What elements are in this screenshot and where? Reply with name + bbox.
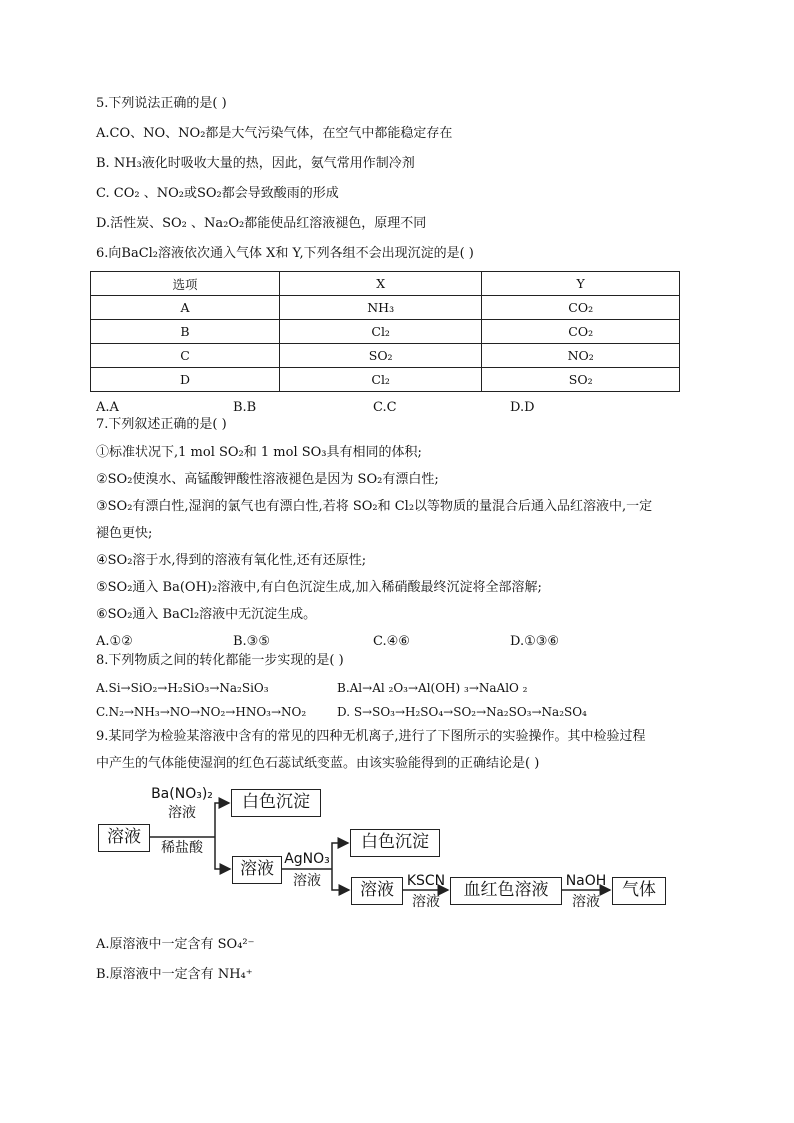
table-header: 选项 [91, 272, 280, 296]
table-cell: D [91, 368, 280, 392]
flow-arrow-white1 [215, 803, 229, 837]
label-agno3: AgNO₃ [284, 851, 330, 867]
flow-arrow-white2 [332, 843, 348, 869]
q9-flowchart [96, 783, 676, 913]
label-bano3-solution: 溶液 [168, 805, 196, 821]
q6-choice-d: D.D [510, 400, 535, 415]
q7-statement-1: ①标准状况下,1 mol SO₂和 1 mol SO₃具有相同的体积; [96, 445, 422, 460]
table-row [91, 320, 680, 344]
q9-option-a: A.原溶液中一定含有 SO₄²⁻ [96, 937, 255, 952]
q9-stem-line1: 9.某同学为检验某溶液中含有的常见的四种无机离子,进行了下图所示的实验操作。其中检验过程 [96, 729, 646, 744]
q7-stem: 7.下列叙述正确的是( ) [96, 417, 227, 432]
label-naoh: NaOH [565, 873, 607, 889]
q5-option-a: A.CO、NO、NO₂都是大气污染气体，在空气中都能稳定存在 [96, 126, 453, 141]
q8-option-d: D. S→SO₃→H₂SO₄→SO₂→Na₂SO₃→Na₂SO₄ [337, 705, 587, 719]
q9-option-b: B.原溶液中一定含有 NH₄⁺ [96, 967, 253, 982]
q5-option-c: C. CO₂ 、NO₂或SO₂都会导致酸雨的形成 [96, 186, 339, 201]
table-cell: CO₂ [482, 320, 680, 344]
table-cell: C [91, 344, 280, 368]
flow-arrow-solution3 [332, 869, 349, 890]
q8-option-a: A.Si→SiO₂→H₂SiO₃→Na₂SiO₃ [96, 681, 269, 695]
q7-choice-c: C.④⑥ [373, 634, 410, 649]
q7-statement-5: ⑤SO₂通入 Ba(OH)₂溶液中,有白色沉淀生成,加入稀硝酸最终沉淀将全部溶解; [96, 580, 542, 595]
q5-stem: 5.下列说法正确的是( ) [96, 96, 227, 111]
q6-choice-a: A.A [96, 400, 119, 415]
box-white-precipitate-1: 白色沉淀 [231, 789, 321, 817]
label-agno3-solution: 溶液 [293, 873, 321, 889]
table-cell: CO₂ [482, 296, 680, 320]
q5-option-d: D.活性炭、SO₂ 、Na₂O₂都能使品红溶液褪色，原理不同 [96, 216, 427, 231]
label-kscn: KSCN [406, 873, 446, 889]
label-dilute-hcl: 稀盐酸 [161, 840, 203, 856]
q8-option-c: C.N₂→NH₃→NO→NO₂→HNO₃→NO₂ [96, 705, 307, 719]
label-kscn-solution: 溶液 [412, 894, 440, 910]
label-naoh-solution: 溶液 [572, 894, 600, 910]
table-header: X [279, 272, 481, 296]
box-white-precipitate-2: 白色沉淀 [350, 829, 440, 857]
q7-statement-3a: ③SO₂有漂白性,湿润的氯气也有漂白性,若将 SO₂和 Cl₂以等物质的量混合后通入品红溶液中,一定 [96, 499, 653, 514]
q6-stem: 6.向BaCl₂溶液依次通入气体 X和 Y,下列各组不会出现沉淀的是( ) [96, 246, 474, 261]
table-row [91, 344, 680, 368]
table-header-row [91, 272, 680, 296]
box-gas: 气体 [612, 877, 666, 905]
q9-stem-line2: 中产生的气体能使湿润的红色石蕊试纸变蓝。由该实验能得到的正确结论是( ) [96, 756, 540, 771]
q8-stem: 8.下列物质之间的转化都能一步实现的是( ) [96, 653, 344, 668]
box-solution-2: 溶液 [232, 856, 282, 884]
q8-option-b: B.Al→Al ₂O₃→Al(OH) ₃→NaAlO ₂ [337, 681, 528, 695]
q7-statement-4: ④SO₂溶于水,得到的溶液有氧化性,还有还原性; [96, 553, 367, 568]
table-cell: Cl₂ [279, 368, 481, 392]
table-row [91, 296, 680, 320]
q6-choice-c: C.C [373, 400, 397, 415]
table-row [91, 368, 680, 392]
q7-statement-6: ⑥SO₂通入 BaCl₂溶液中无沉淀生成。 [96, 607, 317, 622]
q7-statement-2: ②SO₂使溴水、高锰酸钾酸性溶液褪色是因为 SO₂有漂白性; [96, 472, 439, 487]
box-blood-red-solution: 血红色溶液 [450, 877, 562, 905]
flow-arrow-solution2 [215, 837, 230, 869]
table-cell: A [91, 296, 280, 320]
q7-statement-3b: 褪色更快; [96, 526, 153, 541]
q7-choice-a: A.①② [96, 634, 133, 649]
q5-option-b: B. NH₃液化时吸收大量的热，因此，氨气常用作制冷剂 [96, 156, 415, 171]
table-cell: SO₂ [482, 368, 680, 392]
q7-choice-b: B.③⑤ [233, 634, 270, 649]
table-header: Y [482, 272, 680, 296]
q7-choice-d: D.①③⑥ [510, 634, 560, 649]
table-cell: NO₂ [482, 344, 680, 368]
box-solution-3: 溶液 [351, 877, 403, 905]
q6-choice-b: B.B [233, 400, 257, 415]
box-solution: 溶液 [98, 824, 150, 852]
table-cell: B [91, 320, 280, 344]
table-cell: Cl₂ [279, 320, 481, 344]
q6-table [90, 271, 680, 392]
label-bano3: Ba(NO₃)₂ [151, 786, 213, 802]
table-cell: NH₃ [279, 296, 481, 320]
table-cell: SO₂ [279, 344, 481, 368]
